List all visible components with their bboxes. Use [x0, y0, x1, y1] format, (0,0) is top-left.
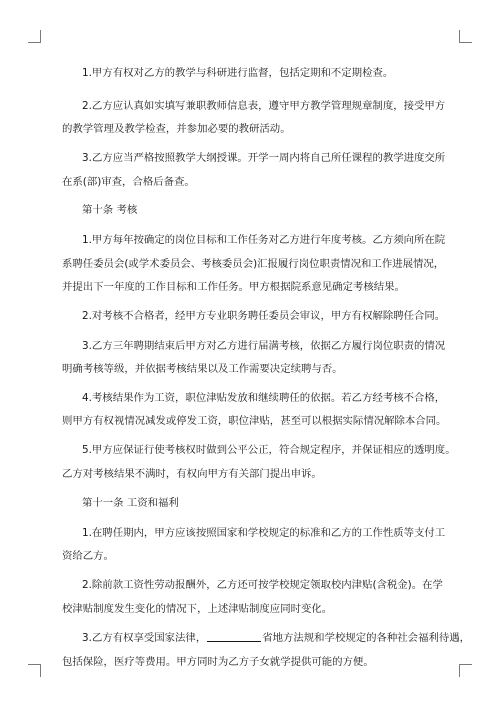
section-heading-11: 第十一条 工资和福利 — [82, 497, 179, 509]
crop-mark-top-left — [28, 30, 41, 43]
paragraph-line: 2.除前款工资性劳动报酬外，乙方还可按学校规定领取校内津贴(含税金)。在学 — [82, 579, 443, 591]
paragraph-line: 则甲方有权视情况减发或停发工资，职位津贴，甚至可以根据实际情况解除本合同。 — [62, 415, 447, 427]
section-heading-10: 第十条 考核 — [82, 204, 138, 216]
paragraph-line: 1.甲方有权对乙方的教学与科研进行监督，包括定期和不定期检查。 — [82, 67, 394, 79]
paragraph-line: 2.对考核不合格者，经甲方专业职务聘任委员会审议，甲方有权解除聘任合同。 — [82, 310, 446, 322]
paragraph-line: 在系(部)审查，合格后备查。 — [62, 176, 195, 188]
paragraph-line: 乙方对考核结果不满时，有权向甲方有关部门提出申诉。 — [62, 468, 322, 480]
fill-in-blank — [207, 631, 261, 642]
paragraph-line: 5.甲方应保证行使考核权时做到公平公正，符合规定程序，并保证相应的透明度。 — [82, 444, 456, 456]
paragraph-line: 3.乙方三年聘期结束后甲方对乙方进行届满考核，依据乙方履行岗位职责的情况 — [82, 340, 446, 352]
paragraph-line: 的教学管理及教学检查，并参加必要的教研活动。 — [62, 123, 291, 135]
text-segment: 省地方法规和学校规定的各种社会福利待遇， — [262, 632, 471, 644]
paragraph-line: 资给乙方。 — [62, 550, 114, 562]
paragraph-line: 校津贴制度发生变化的情况下，上述津贴制度应同时变化。 — [62, 603, 333, 615]
text-segment: 3.乙方有权享受国家法律， — [82, 632, 207, 644]
paragraph-line: 2.乙方应认真如实填写兼职教师信息表，遵守甲方教学管理规章制度，接受甲方 — [82, 100, 446, 112]
paragraph-line: 系聘任委员会(或学术委员会、考核委员会)汇报履行岗位职责情况和工作进展情况， — [62, 258, 445, 270]
paragraph-line: 1.在聘任期内，甲方应该按照国家和学校规定的标准和乙方的工作性质等支付工 — [82, 527, 446, 539]
paragraph-line: 4.考核结果作为工资，职位津贴发放和继续聘任的依据。若乙方经考核不合格， — [82, 392, 446, 404]
crop-mark-bottom-left — [28, 664, 41, 677]
paragraph-line: 1.甲方每年按确定的岗位目标和工作任务对乙方进行年度考核。乙方须向所在院 — [82, 234, 446, 246]
paragraph-line: 并提出下一年度的工作目标和工作任务。甲方根据院系意见确定考核结果。 — [62, 281, 405, 293]
paragraph-line: 明确考核等级，并依据考核结果以及工作需要决定续聘与否。 — [62, 363, 343, 375]
crop-mark-bottom-right — [459, 664, 472, 677]
paragraph-line-with-blank — [82, 631, 470, 645]
paragraph-line: 3.乙方应当严格按照教学大纲授课。开学一周内将自己所任课程的教学进度交所 — [82, 152, 446, 164]
paragraph-line: 包括保险，医疗等费用。甲方同时为乙方子女就学提供可能的方便。 — [62, 656, 374, 668]
crop-mark-top-right — [459, 30, 472, 43]
